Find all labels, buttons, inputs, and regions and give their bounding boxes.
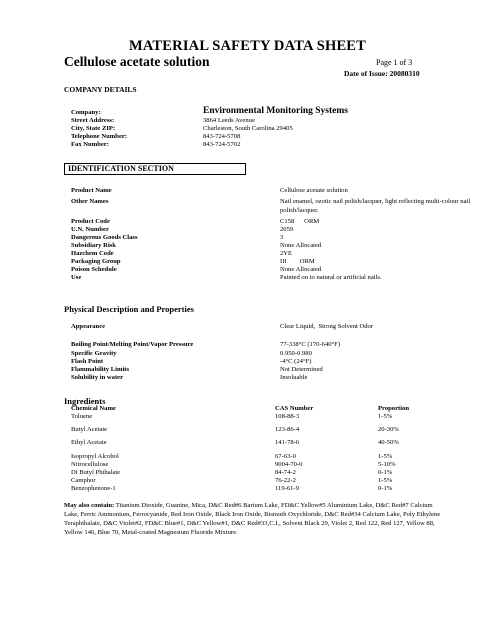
- ingredient-cas: 84-74-2: [275, 469, 296, 476]
- specific-gravity-label: Specific Gravity: [71, 350, 117, 357]
- un-number-label: U.N. Number: [71, 226, 109, 233]
- col-proportion: Proportion: [378, 405, 410, 412]
- ingredient-proportion: 1-5%: [378, 477, 393, 484]
- solubility-value: Insoluable: [280, 374, 308, 381]
- identification-section-heading: IDENTIFICATION SECTION: [68, 164, 174, 173]
- ingredient-name: Isopropyl Alcohol: [71, 453, 119, 460]
- other-names-label: Other Names: [71, 198, 109, 205]
- hazchem-code-value: 2YE: [280, 250, 293, 257]
- ingredient-name: Nitrocellulose: [71, 461, 109, 468]
- product-code-label: Product Code: [71, 218, 110, 225]
- ingredient-proportion: 1-5%: [378, 413, 393, 420]
- ingredient-name: Benzophenone-1: [71, 485, 116, 492]
- ingredient-cas: 67-63-0: [275, 453, 296, 460]
- page-number: Page 1 of 3: [376, 58, 413, 67]
- ingredient-proportion: 20-30%: [378, 426, 399, 433]
- flash-point-label: Flash Point: [71, 358, 104, 365]
- un-number-value: 2059: [280, 226, 294, 233]
- issue-date: Date of Issue: 20080310: [344, 69, 420, 78]
- ingredients-heading: Ingredients: [64, 396, 106, 406]
- subsidiary-risk-value: None Allocated: [280, 242, 322, 249]
- ingredient-name: Toluene: [71, 413, 93, 420]
- ingredient-name: Ethyl Acetate: [71, 439, 107, 446]
- specific-gravity-value: 0.950-0.980: [280, 350, 312, 357]
- use-label: Use: [71, 274, 82, 281]
- ingredient-proportion: 5-10%: [378, 461, 396, 468]
- subsidiary-risk-label: Subsidiary Risk: [71, 242, 116, 249]
- hazchem-code-label: Hazchem Code: [71, 250, 114, 257]
- packaging-group-label: Packaging Group: [71, 258, 121, 265]
- ingredient-proportion: 0-1%: [378, 469, 393, 476]
- use-value: Painted on to natural or artificial nails.: [280, 274, 382, 281]
- packaging-group-value: III ORM: [280, 258, 315, 265]
- col-chemical-name: Chemical Name: [71, 405, 116, 412]
- ingredient-cas: 123-86-4: [275, 426, 300, 433]
- dangerous-goods-class-value: 3: [280, 234, 284, 241]
- may-also-contain-label: May also contain:: [64, 502, 115, 509]
- appearance-label: Appearance: [71, 323, 106, 330]
- physical-description-heading: Physical Description and Properties: [64, 304, 194, 314]
- dangerous-goods-class-label: Dangerous Goods Class: [71, 234, 138, 241]
- solubility-label: Solubility in water: [71, 374, 124, 381]
- ingredient-proportion: 0-1%: [378, 485, 393, 492]
- boiling-point-label: Boiling Point/Melting Point/Vapor Pressure: [71, 341, 194, 348]
- ingredient-name: Butyl Acetate: [71, 426, 108, 433]
- ingredient-proportion: 1-5%: [378, 453, 393, 460]
- telephone-value: 843-724-5708: [203, 133, 241, 140]
- ingredient-name: Di Butyl Phthalate: [71, 469, 121, 476]
- street-address-label: Street Address:: [71, 117, 115, 124]
- product-name-value: Cellulose acetate solution: [280, 187, 348, 194]
- poison-schedule-label: Poison Schedule: [71, 266, 117, 273]
- may-also-contain-note: [64, 501, 444, 537]
- company-value: Environmental Monitoring Systems: [203, 106, 348, 116]
- fax-value: 843-724-5702: [203, 141, 241, 148]
- ingredient-cas: 141-78-6: [275, 439, 300, 446]
- street-address-value: 3864 Leeds Avenue: [203, 117, 255, 124]
- ingredient-name: Camphor: [71, 477, 96, 484]
- flammability-limits-value: Not Determined: [280, 366, 323, 373]
- flammability-limits-label: Flammability Limits: [71, 366, 130, 373]
- city-state-zip-label: City, State ZIP:: [71, 125, 116, 132]
- col-cas-number: CAS Number: [275, 405, 314, 412]
- product-name-label: Product Name: [71, 187, 112, 194]
- ingredient-cas: 9004-70-0: [275, 461, 303, 468]
- other-names-value: Nail enamel, ozotic nail polish/lacquer, light reflecting multi-colour nail polish/lacquer.: [280, 198, 471, 214]
- ingredient-cas: 76-22-2: [275, 477, 296, 484]
- company-details-heading: COMPANY DETAILS: [64, 85, 137, 94]
- product-code-value: C158 ORM: [280, 218, 320, 225]
- identification-section-box: [64, 163, 246, 175]
- may-also-contain-text: Titanium Dioxide, Guanine, Mica, D&C Red#6 Barium Lake, FD&C Yellow#5 Aluminium Lake, D&C Red#7 Calcium Lake, Ferric Ammonium, Ferrocyanide, Red Iron Oxide, Black Iron Oxide, Bismuth Oxychloride, D&C Red#34 Calcium Lake, Poly Ethylene Teraphthalate, D&C Violet#2, FD&C Blue#1, D&C Yellow#1, D&C Red#33,C.I., Solvent Black 29, Violet 2, Red 122, Red 127, Yellow 88, Yellow 146, Blue 70, Metal-coated Magnesium Fluoride Mixture.: [64, 502, 441, 536]
- fax-label: Fax Number:: [71, 141, 109, 148]
- document-title: MATERIAL SAFETY DATA SHEET: [128, 38, 367, 54]
- telephone-label: Telephone Number:: [71, 133, 127, 140]
- ingredient-cas: 119-61-9: [275, 485, 299, 492]
- boiling-point-value: 77-338°C (170-640°F): [280, 341, 341, 348]
- appearance-value: Clear Liquid, Strong Solvent Odor: [280, 323, 374, 330]
- product-title: Cellulose acetate solution: [64, 54, 210, 69]
- city-state-zip-value: Charleston, South Carolina 29405: [203, 125, 293, 132]
- poison-schedule-value: None Allocated: [280, 266, 322, 273]
- ingredient-proportion: 40-50%: [378, 439, 399, 446]
- company-label: Company:: [71, 109, 101, 116]
- flash-point-value: -4°C (24°F): [280, 358, 312, 365]
- ingredient-cas: 108-88-3: [275, 413, 300, 420]
